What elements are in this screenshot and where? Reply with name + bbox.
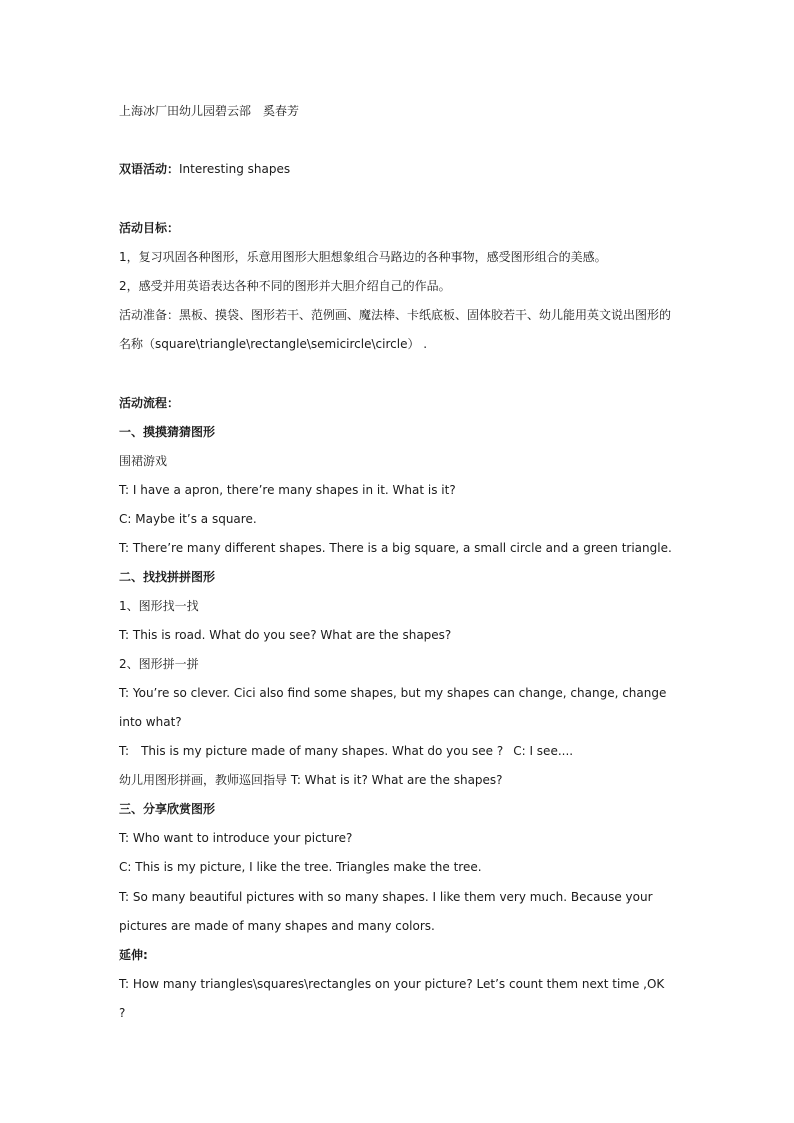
goal-item-2: 2，感受并用英语表达各种不同的图形并大胆介绍自己的作品。 <box>119 279 451 293</box>
section-2-dialog-line <box>119 743 573 759</box>
section-2-line-3: 2、图形拼一拼 <box>119 657 199 671</box>
author-name: 奚春芳 <box>263 104 300 118</box>
section-1-line-1: 围裙游戏 <box>119 454 168 468</box>
extension-heading: 延伸: <box>119 948 148 962</box>
section-2-line-2: T: This is road. What do you see? What are the shapes? <box>119 628 452 642</box>
extension-line-2: ? <box>119 1006 126 1020</box>
section-3-line-2: C: This is my picture, I like the tree. Triangles make the tree. <box>119 860 482 874</box>
section-2-title: 二、找找拼拼图形 <box>119 570 216 584</box>
goal-item-1: 1，复习巩固各种图形，乐意用图形大胆想象组合马路边的各种事物，感受图形组合的美感。 <box>119 250 607 264</box>
activity-title <box>119 161 290 177</box>
section-1-line-3: C: Maybe it’s a square. <box>119 512 257 526</box>
section-1-line-4: T: There’re many different shapes. There is a big square, a small circle and a green triangle. <box>119 541 672 555</box>
goals-heading: 活动目标： <box>119 221 180 235</box>
section-2-line-1: 1、图形找一找 <box>119 599 199 613</box>
section-3-line-4: pictures are made of many shapes and many colors. <box>119 919 435 933</box>
school-name: 上海冰厂田幼儿园碧云部 <box>119 104 252 118</box>
header-line <box>119 103 299 119</box>
section-3-line-1: T: Who want to introduce your picture? <box>119 831 353 845</box>
section-3-line-3: T: So many beautiful pictures with so many shapes. I like them very much. Because your <box>119 890 653 904</box>
extension-line-1: T: How many triangles\squares\rectangles on your picture? Let’s count them next time ,OK <box>119 977 665 991</box>
teacher-text: This is my picture made of many shapes. What do you see ? <box>141 744 504 758</box>
section-1-line-2: T: I have a apron, there’re many shapes in it. What is it? <box>119 483 456 497</box>
section-2-line-5: into what? <box>119 715 182 729</box>
section-1-title: 一、摸摸猜猜图形 <box>119 425 216 439</box>
teacher-prefix: T: <box>119 744 130 758</box>
activity-name: Interesting shapes <box>179 162 291 176</box>
section-2-line-4: T: You’re so clever. Cici also find some shapes, but my shapes can change, change, change <box>119 686 667 700</box>
process-heading: 活动流程： <box>119 396 180 410</box>
child-text: C: I see.... <box>513 744 574 758</box>
prep-line-2: 名称（square\triangle\rectangle\semicircle\circle） . <box>119 337 428 351</box>
activity-label: 双语活动： <box>119 162 180 176</box>
section-2-last-line: 幼儿用图形拼画，教师巡回指导 T: What is it? What are the shapes? <box>119 773 503 787</box>
section-3-title: 三、分享欣赏图形 <box>119 802 216 816</box>
prep-line-1: 活动准备：黑板、摸袋、图形若干、范例画、魔法棒、卡纸底板、固体胶若干、幼儿能用英文说出图形的 <box>119 308 672 322</box>
